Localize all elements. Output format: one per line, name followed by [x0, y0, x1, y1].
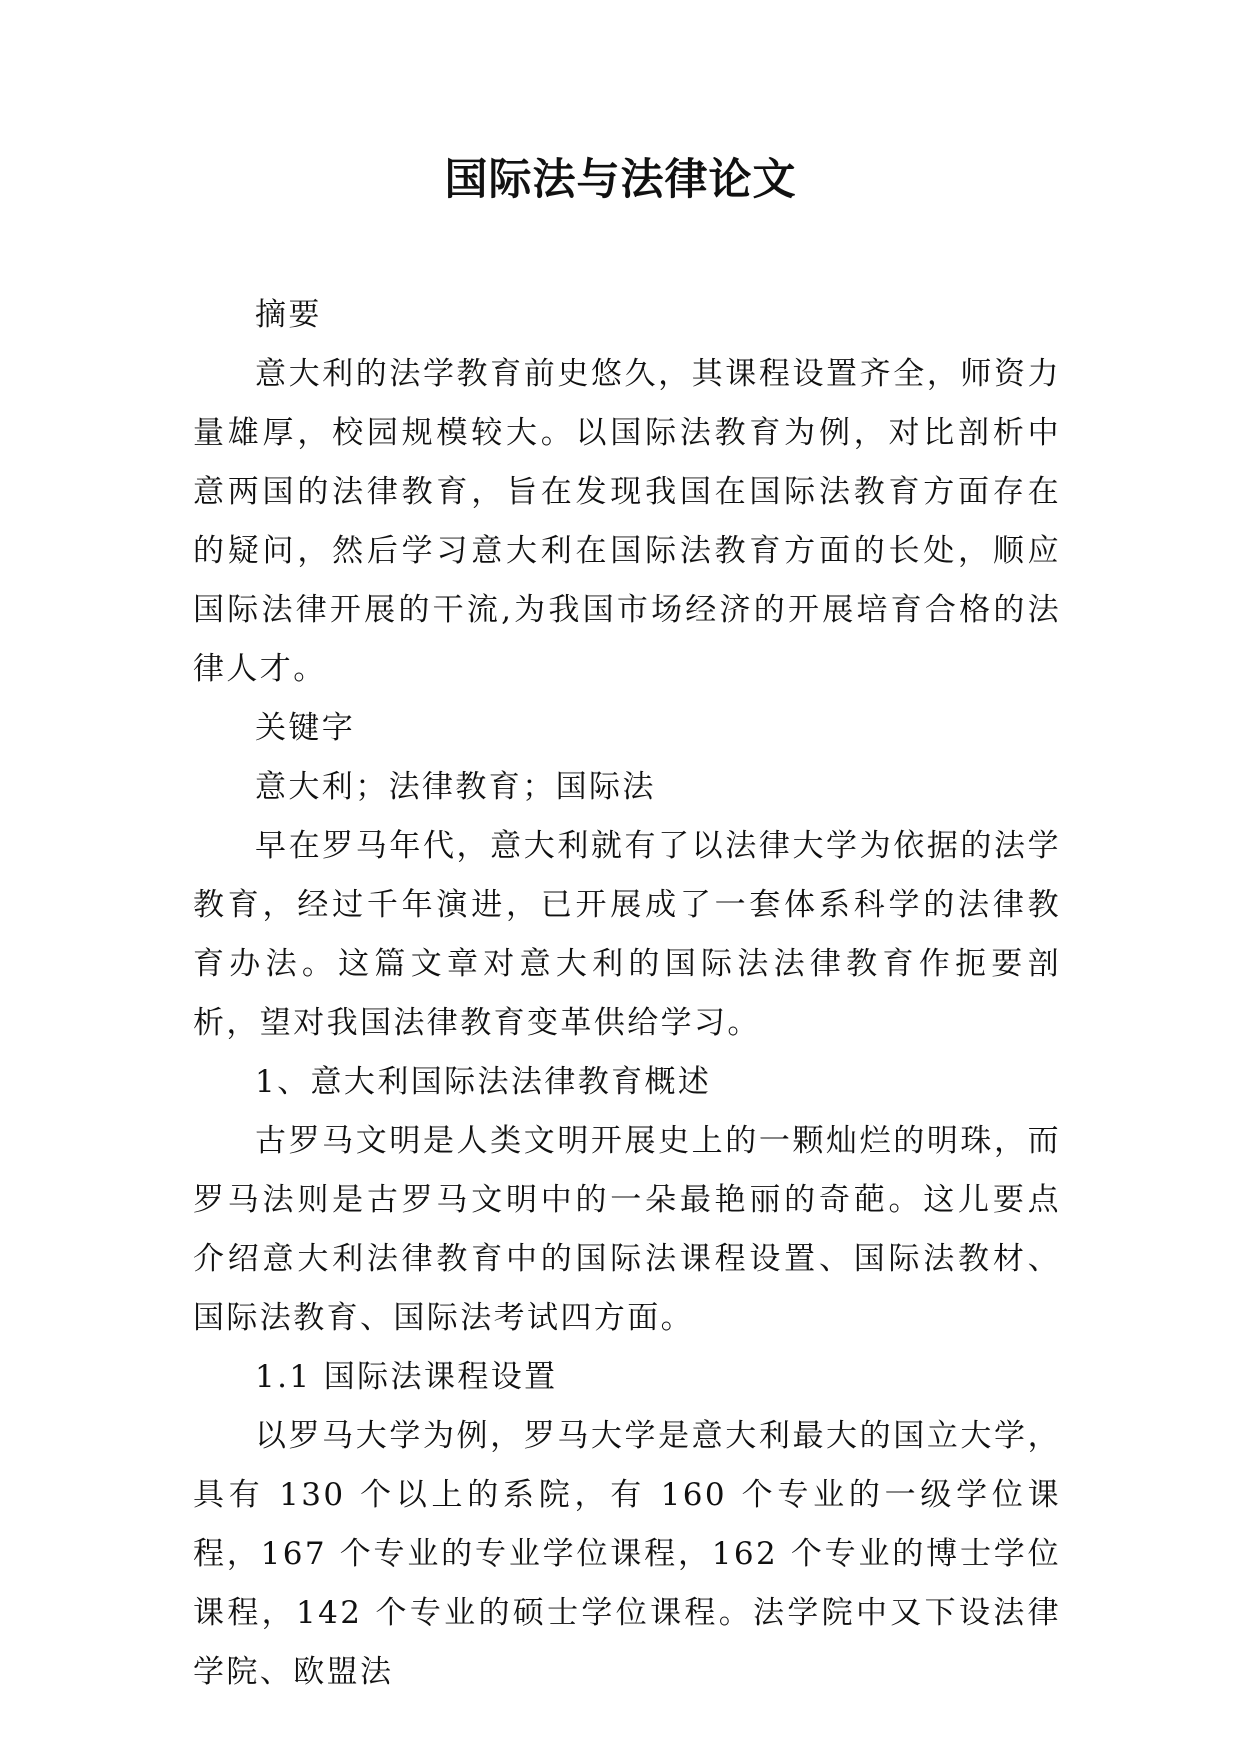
keywords-paragraph: 意大利；法律教育；国际法: [255, 769, 656, 805]
abstract-paragraph: 意大利的法学教育前史悠久，其课程设置齐全，师资力量雄厚，校园规模较大。以国际法教育为例，对比剖析中意两国的法律教育，旨在发现我国在国际法教育方面存在的疑问，然后学习意大利在国际法教育方面的长处，顺应国际法律开展的干流,为我国市场经济的开展培育合格的法律人才。: [193, 356, 1061, 687]
section-label-abstract: 摘要: [255, 297, 322, 333]
document-body: [193, 286, 1061, 1702]
document-title: 国际法与法律论文: [444, 155, 797, 205]
section-heading-1: 1、意大利国际法法律教育概述: [255, 1064, 712, 1100]
section-1-paragraph: 古罗马文明是人类文明开展史上的一颗灿烂的明珠，而罗马法则是古罗马文明中的一朵最艳丽的奇葩。这儿要点介绍意大利法律教育中的国际法课程设置、国际法教材、国际法教育、国际法考试四方面。: [193, 1123, 1061, 1336]
section-label-keywords: 关键字: [255, 710, 356, 746]
subsection-1-1-paragraph: 以罗马大学为例，罗马大学是意大利最大的国立大学，具有 130 个以上的系院，有 160 个专业的一级学位课程，167 个专业的专业学位课程，162 个专业的博士学位课程，142 个专业的硕士学位课程。法学院中又下设法律学院、欧盟法: [193, 1418, 1061, 1690]
subsection-heading-1-1: 1.1 国际法课程设置: [255, 1359, 558, 1395]
intro-paragraph: 早在罗马年代，意大利就有了以法律大学为依据的法学教育，经过千年演进，已开展成了一套体系科学的法律教育办法。这篇文章对意大利的国际法法律教育作扼要剖析，望对我国法律教育变革供给学习。: [193, 828, 1061, 1041]
